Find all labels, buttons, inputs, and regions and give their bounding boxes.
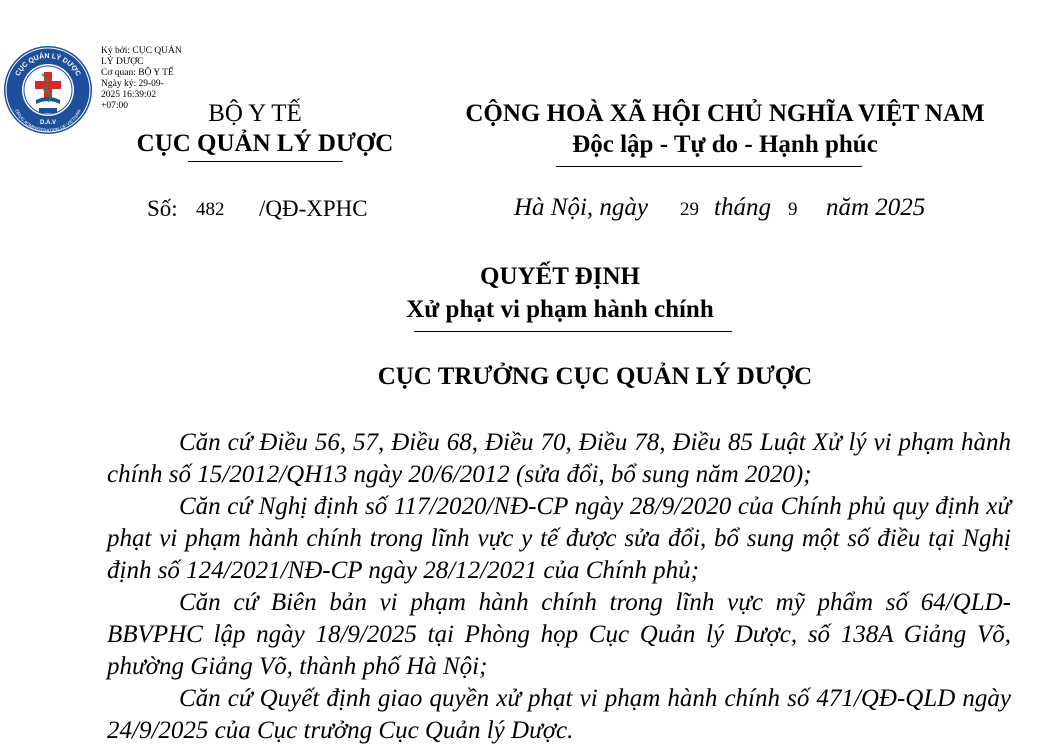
issuing-authority: CỤC TRƯỞNG CỤC QUẢN LÝ DƯỢC [377,363,813,390]
legal-basis-paragraph: Căn cứ Điều 56, 57, Điều 68, Điều 70, Điều 78, Điều 85 Luật Xử lý vi phạm hành chính số 15/2012/QH13 ngày 20/6/2012 (sửa đổi, bổ sung năm 2020); [107,429,1011,488]
seal-text-group [2,44,94,136]
legal-basis-paragraph: Căn cứ Quyết định giao quyền xử phạt vi phạm hành chính số 471/QĐ-QLD ngày 24/9/2025 của Cục trưởng Cục Quản lý Dược. [107,685,1011,744]
country-name: CỘNG HOÀ XÃ HỘI CHỦ NGHĨA VIỆT NAM [465,100,985,127]
date-month: 9 [788,199,798,220]
date-prefix: Hà Nội, ngày [514,194,649,221]
legal-basis-section [107,427,1011,747]
subtitle-underline [414,331,732,332]
date-month-label: tháng [714,194,771,221]
seal-abbrev: D.A.V [39,120,57,126]
national-motto: Độc lập - Tự do - Hạnh phúc [572,131,878,158]
agency-underline [188,161,343,162]
legal-basis-paragraph: Căn cứ Nghị định số 117/2020/NĐ-CP ngày 28/9/2020 của Chính phủ quy định xử phạt vi phạm hành chính trong lĩnh vực y tế được sửa đổi, bổ sung một số điều tại Nghị định số 124/2021/NĐ-CP ngày 28/12/2021 của Chính phủ; [107,493,1011,584]
seal-text: CỤC QUẢN LÝ DƯỢC [14,52,82,78]
seal-lettering [2,44,94,136]
doc-number-code: /QĐ-XPHC [259,196,368,221]
doc-number-label: Số: [147,196,178,221]
legal-basis-paragraph: Căn cứ Biên bản vi phạm hành chính trong lĩnh vực mỹ phẩm số 64/QLD-BBVPHC lập ngày 18/9/2025 tại Phòng họp Cục Quản lý Dược, số 138A Giảng Võ, phường Giảng Võ, thành phố Hà Nội; [107,589,1011,680]
agency-name: CỤC QUẢN LÝ DƯỢC [136,130,394,157]
signature-line: Ngày ký: 29-09- [101,79,164,89]
seal-bottom-text: DRUG ADMINISTRATION OF VIETNAM [14,108,82,134]
motto-underline [556,166,862,167]
signature-line: 2025 16:39:02 [101,90,157,100]
svg-text:CỤC QUẢN LÝ DƯỢC [15,51,82,77]
ministry-name: BỘ Y TẾ [208,100,302,127]
decision-subtitle: Xử phạt vi phạm hành chính [406,296,714,323]
signature-line: Ký bởi: CỤC QUẢN [101,46,182,56]
date-year: năm 2025 [826,194,926,221]
date-day: 29 [680,199,699,220]
signature-line: +07:00 [101,101,128,111]
signature-line: Cơ quan: BỘ Y TẾ [101,68,174,78]
decision-title: QUYẾT ĐỊNH [480,263,640,290]
signature-line: LÝ DƯỢC [101,57,144,67]
doc-number: 482 [196,199,225,220]
